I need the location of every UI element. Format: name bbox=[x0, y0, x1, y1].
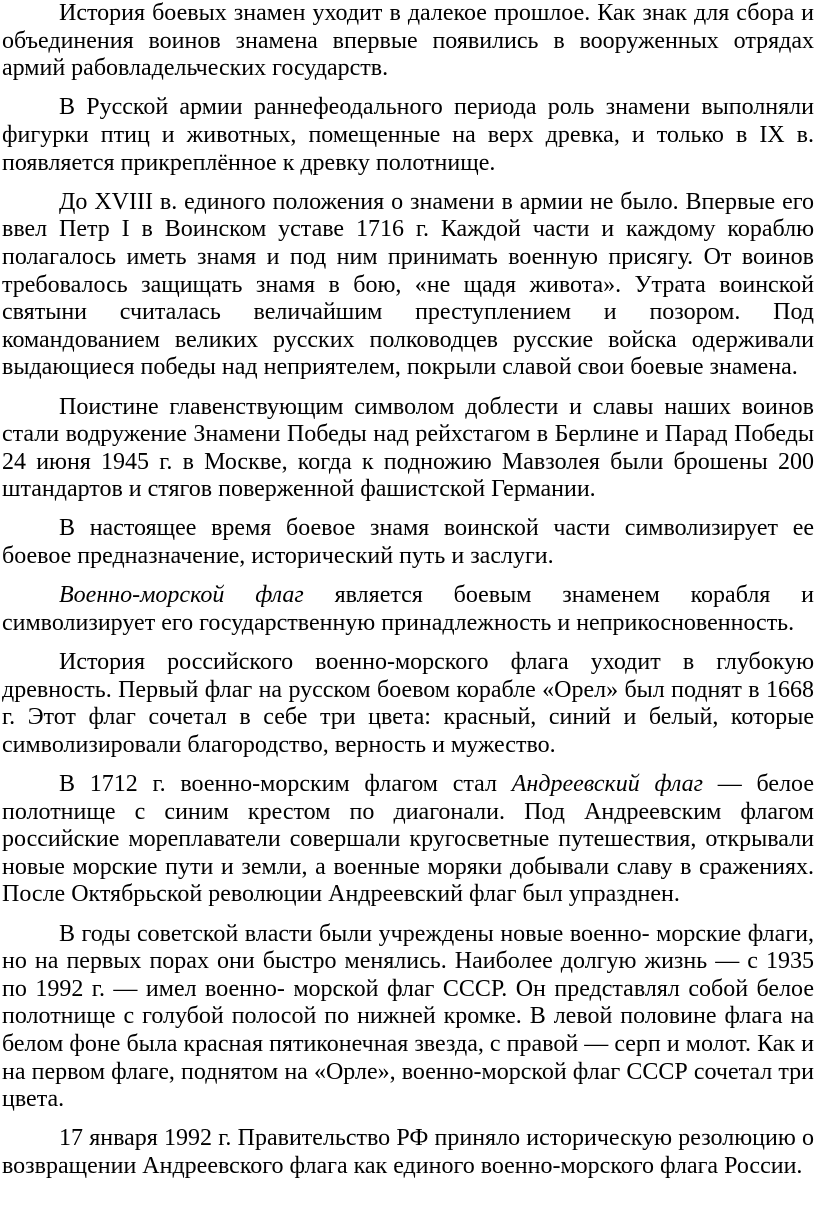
paragraph-modern-banner: В настоящее время боевое знамя воинской части символизирует ее боевое предназначение, исторический путь и заслуги. bbox=[2, 515, 814, 570]
paragraph-1992-resolution: 17 января 1992 г. Правительство РФ приняло историческую резолюцию о возвращении Андреевского флага как единого военно-морского флага России. bbox=[2, 1125, 814, 1179]
paragraph-soviet-flags: В годы советской власти были учреждены новые военно- морские флаги, но на первых порах они быстро менялись. Наиболее долгую жизнь — с 1935 по 1992 г. — имел военно- морской флаг СССР. Он представлял собой белое полотнище с голубой полосой по нижней кромке. В левой половине флага на белом фоне была красная пятиконечная звезда, с правой — серп и молот. Как и на первом флаге, поднятом на «Орле», военно-морской флаг СССР сочетал три цвета. bbox=[2, 920, 814, 1113]
paragraph-st-andrew-text-after: — белое полотнище с синим крестом по диагонали. Под Андреевским флагом российские мореплаватели совершали кругосветные путешествия, открывали новые морские пути и земли, а военные моряки добывали славу в сражениях. После Октябрьской революции Андреевский флаг был упразднен. bbox=[2, 771, 814, 908]
paragraph-banner-history: История боевых знамен уходит в далекое прошлое. Как знак для сбора и объединения воинов знамена впервые появились в вооруженных отрядах армий рабовладельческих государств. bbox=[2, 0, 814, 82]
paragraph-naval-flag-text: является боевым знаменем корабля и символизирует его государственную принадлежность и неприкосновенность. bbox=[2, 582, 814, 636]
paragraph-peter-regulations: До XVIII в. единого положения о знамени в армии не было. Впервые его ввел Петр I в Воинском уставе 1716 г. Каждой части и каждому кораблю полагалось иметь знамя и под ним принимать военную присягу. От воинов требовалось защищать знамя в бою, «не щадя живота». Утрата воинской святыни считалась величайшим преступлением и позором. Под командованием великих русских полководцев русские войска одерживали выдающиеся победы над неприятелем, покрыли славой свои боевые знамена. bbox=[2, 188, 814, 381]
paragraph-naval-flag-history: История российского военно-морского флага уходит в глубокую древность. Первый флаг на русском боевом корабле «Орел» был поднят в 1668 г. Этот флаг сочетал в себе три цвета: красный, синий и белый, которые символизировали благородство, верность и мужество. bbox=[2, 649, 814, 758]
term-st-andrew-flag: Андреевский флаг bbox=[511, 771, 704, 797]
paragraph-st-andrew-text-before: В 1712 г. военно-морским флагом стал bbox=[59, 771, 512, 797]
paragraph-naval-flag-definition bbox=[2, 582, 814, 637]
paragraph-victory-banner: Поистине главенствующим символом доблести и славы наших воинов стали водружение Знамени Победы над рейхстагом в Берлине и Парад Победы 24 июня 1945 г. в Москве, когда к подножию Мавзолея были брошены 200 штандартов и стягов поверженной фашистской Германии. bbox=[2, 393, 814, 503]
paragraph-early-feudal: В Русской армии раннефеодального периода роль знамени выполняли фигурки птиц и животных, помещенные на верх древка, и только в IX в. появляется прикреплённое к древку полотнище. bbox=[2, 94, 814, 176]
term-naval-flag: Военно-морской флаг bbox=[59, 582, 304, 609]
paragraph-st-andrew-flag bbox=[2, 771, 814, 909]
